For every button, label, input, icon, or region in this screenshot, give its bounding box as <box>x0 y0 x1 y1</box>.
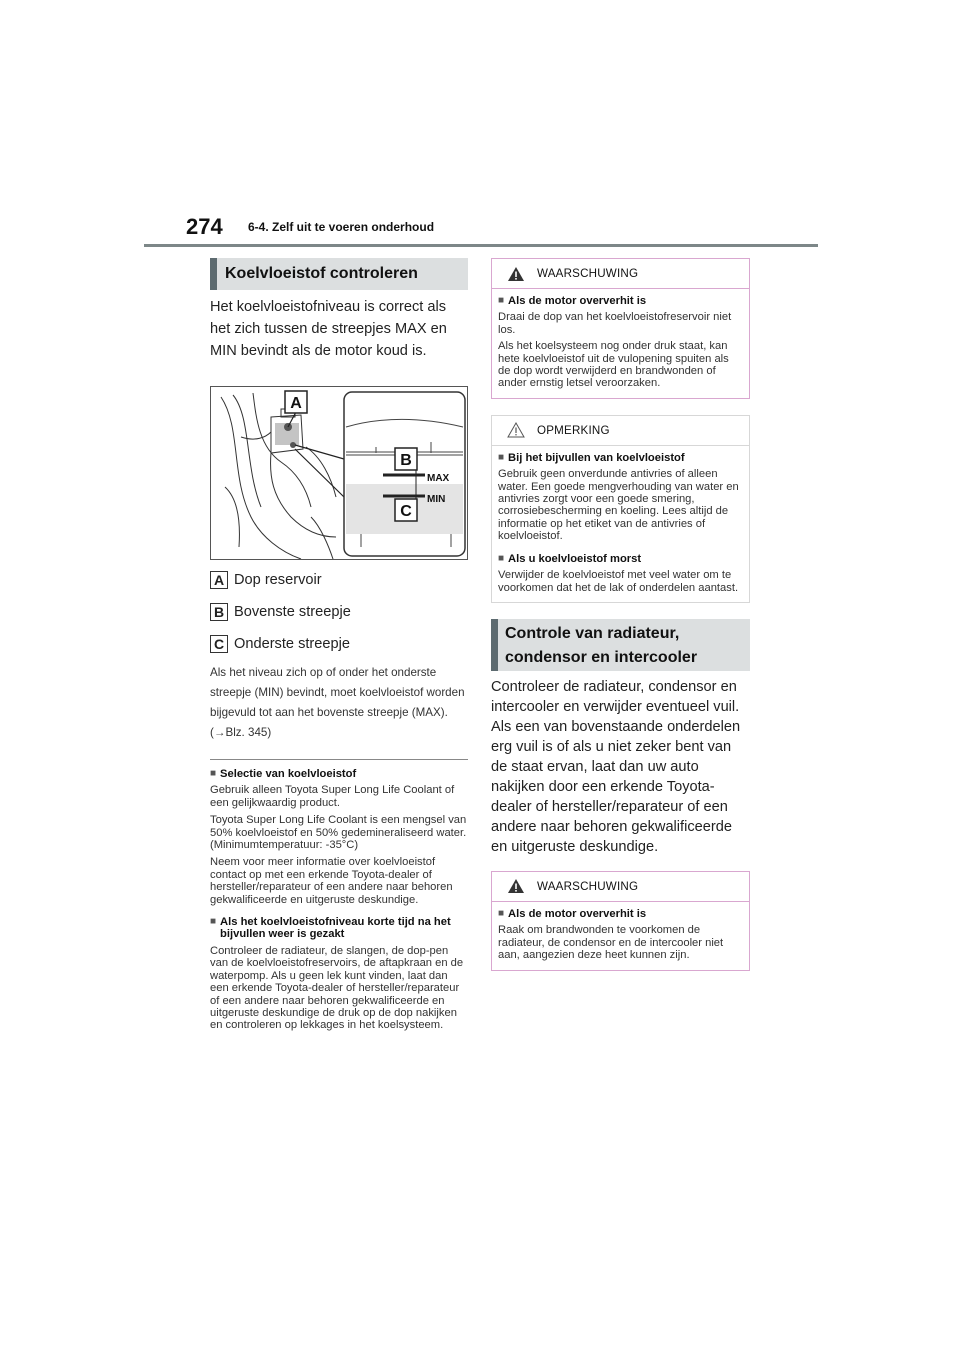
callout-b: B <box>400 452 412 469</box>
notice-header <box>492 416 749 446</box>
legend-badge-c: C <box>210 635 228 653</box>
square-bullet-icon: ■ <box>210 768 217 779</box>
legend-label-a: Dop reservoir <box>234 572 322 588</box>
selection-paragraph-2: Toyota Super Long Life Coolant is een mengsel van 50% koelvloeistof en 50% gedemineraliseerd water. (Minimumtemperatuur: -35°C) <box>210 814 467 852</box>
warning-label: WAARSCHUWING <box>537 267 639 280</box>
warning-label: WAARSCHUWING <box>537 879 639 893</box>
warning-paragraph-2: Als het koelsysteem nog onder druk staat, kan hete koelvloeistof uit de vulopening spuiten als de dop wordt verwijderd en brandwonden of ander ernstig letsel veroorzaken. <box>498 340 729 390</box>
notice-subheading-text: Bij het bijvullen van koelvloeistof <box>508 451 685 464</box>
subheading-level-dropped <box>210 916 468 941</box>
right-column <box>491 258 750 971</box>
legend-item-c <box>210 633 468 655</box>
square-bullet-icon: ■ <box>498 552 505 564</box>
divider <box>210 759 468 760</box>
warning-triangle-icon <box>507 266 525 282</box>
warning-header <box>492 259 749 289</box>
header-rule <box>144 244 818 247</box>
notice-paragraph-2: Verwijder de koelvloeistof met veel water om te voorkomen dat het de lak of onderdelen aantast. <box>498 569 739 594</box>
subheading-coolant-selection <box>210 768 468 780</box>
subheading-text: Selectie van koelvloeistof <box>220 768 357 780</box>
warning-box-hot-parts <box>491 871 750 971</box>
section-heading-line-2: condensor en intercooler <box>505 648 698 666</box>
legend-item-b <box>210 601 468 623</box>
selection-paragraph-1: Gebruik alleen Toyota Super Long Life Coolant of een gelijkwaardig product. <box>210 784 455 809</box>
selection-paragraph-3: Neem voor meer informatie over koelvloeistof contact op met een erkende Toyota-dealer of hersteller/reparateur of een andere naar behoren gekwalificeerde en uitgeruste deskundige. <box>210 856 453 906</box>
notice-paragraph-1: Gebruik geen onverdunde antivries of alleen water. Een goede mengverhouding van water en antivries zorgt voor een goede smering, corrosiebescherming en koeling. Lees altijd de informatie op het etiket van de antivries of koelvloeistof. <box>498 468 739 543</box>
figure-legend <box>210 569 468 655</box>
warning-box-overheat <box>491 258 750 399</box>
warning-paragraph: Raak om brandwonden te voorkomen de radiateur, de condensor en de intercooler niet aan, aangezien deze heet kunnen zijn. <box>498 924 724 962</box>
notice-subheading-text: Als u koelvloeistof morst <box>508 552 642 565</box>
warning-body <box>492 902 749 970</box>
legend-label-b: Bovenste streepje <box>234 604 351 620</box>
legend-label-c: Onderste streepje <box>234 636 351 652</box>
max-mark-label: MAX <box>427 473 450 484</box>
chapter-title: 6-4. Zelf uit te voeren onderhoud <box>248 220 435 234</box>
warning-paragraph-1: Draai de dop van het koelvloeistofreservoir niet los. <box>498 311 732 336</box>
level-note: Als het niveau zich op of onder het onderste streepje (MIN) bevindt, moet koelvloeistof worden bijgevuld tot aan het bovenste streepje (MAX). (→Blz. 345) <box>210 666 465 739</box>
legend-badge-a: A <box>210 571 228 589</box>
notice-triangle-icon <box>507 422 525 438</box>
callout-a: A <box>290 395 302 412</box>
notice-body <box>492 446 749 602</box>
square-bullet-icon: ■ <box>498 451 505 463</box>
warning-subheading <box>498 908 743 920</box>
notice-box <box>491 415 750 603</box>
warning-triangle-icon <box>507 878 525 894</box>
notice-subheading-2 <box>498 553 743 565</box>
square-bullet-icon: ■ <box>498 295 505 306</box>
legend-badge-b: B <box>210 603 228 621</box>
level-dropped-paragraph: Controleer de radiateur, de slangen, de dop-pen van de koelvloeistofreservoirs, de aftapkraan en de waterpomp. Als u geen lek kunt vinden, laat dan een erkende Toyota-dealer of hersteller/reparateur of een andere naar behoren gekwalificeerde en uitgeruste deskundige de druk op de dop nakijken en controleren op lekkages in het koelsysteem. <box>210 944 464 1032</box>
warning-body <box>492 289 749 398</box>
callout-c: C <box>400 503 412 520</box>
section-heading-radiator <box>491 619 750 671</box>
square-bullet-icon: ■ <box>210 916 217 928</box>
section-heading-line-1: Controle van radiateur, <box>505 624 680 642</box>
subheading-text: Als het koelvloeistofniveau korte tijd na het bijvullen weer is gezakt <box>220 916 451 941</box>
section-heading-coolant: Koelvloeistof controleren <box>210 258 468 290</box>
notice-label: OPMERKING <box>537 423 610 437</box>
radiator-body: Controleer de radiateur, condensor en intercooler en verwijder eventueel vuil. Als een van bovenstaande onderdelen erg vuil is of als u niet zeker bent van de staat ervan, laat dan uw auto nakijken door een erkende Toyota-dealer of hersteller/reparateur of een andere naar behoren gekwalificeerde en uitgeruste deskundige. <box>491 678 741 855</box>
notice-subheading-1 <box>498 452 743 464</box>
square-bullet-icon: ■ <box>498 907 505 919</box>
legend-item-a <box>210 569 468 591</box>
warning-subheading-text: Als de motor oververhit is <box>508 907 647 920</box>
coolant-reservoir-figure <box>210 386 468 560</box>
warning-header <box>492 872 749 902</box>
reservoir-illustration <box>211 387 468 560</box>
coolant-intro: Het koelvloeistofniveau is correct als het zich tussen de streepjes MAX en MIN bevindt als de motor koud is. <box>210 299 447 359</box>
min-mark-label: MIN <box>427 494 446 505</box>
warning-subheading-text: Als de motor oververhit is <box>508 295 647 307</box>
warning-subheading <box>498 295 743 307</box>
left-column <box>210 258 468 1032</box>
page-number: 274 <box>186 214 223 239</box>
